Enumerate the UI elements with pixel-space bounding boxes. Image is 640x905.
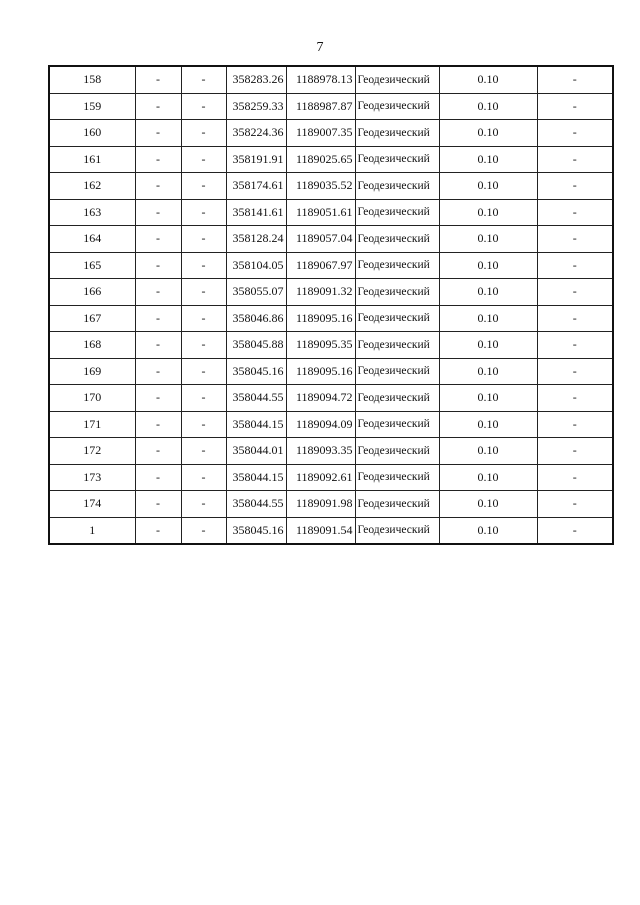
point-number-cell: 169	[49, 358, 135, 385]
table-row	[49, 305, 613, 332]
dash-cell: -	[181, 93, 226, 120]
table-row	[49, 93, 613, 120]
x-coordinate-cell: 358128.24	[226, 226, 286, 253]
point-number-cell: 162	[49, 173, 135, 200]
point-number-cell: 166	[49, 279, 135, 306]
note-cell: -	[537, 332, 613, 359]
method-cell: Геодезический	[355, 252, 439, 279]
point-number-cell: 167	[49, 305, 135, 332]
y-coordinate-cell: 1189095.35	[286, 332, 355, 359]
dash-cell: -	[181, 120, 226, 147]
dash-cell: -	[181, 226, 226, 253]
x-coordinate-cell: 358045.88	[226, 332, 286, 359]
y-coordinate-cell: 1189094.72	[286, 385, 355, 412]
table-row	[49, 464, 613, 491]
note-cell: -	[537, 358, 613, 385]
x-coordinate-cell: 358224.36	[226, 120, 286, 147]
coordinates-table-body	[49, 66, 613, 544]
x-coordinate-cell: 358104.05	[226, 252, 286, 279]
dash-cell: -	[135, 279, 181, 306]
x-coordinate-cell: 358259.33	[226, 93, 286, 120]
dash-cell: -	[135, 146, 181, 173]
table-row	[49, 120, 613, 147]
x-coordinate-cell: 358044.55	[226, 491, 286, 518]
method-cell: Геодезический	[355, 464, 439, 491]
dash-cell: -	[181, 66, 226, 93]
dash-cell: -	[135, 199, 181, 226]
point-number-cell: 160	[49, 120, 135, 147]
y-coordinate-cell: 1189057.04	[286, 226, 355, 253]
accuracy-cell: 0.10	[439, 252, 537, 279]
dash-cell: -	[181, 358, 226, 385]
note-cell: -	[537, 305, 613, 332]
accuracy-cell: 0.10	[439, 93, 537, 120]
x-coordinate-cell: 358044.55	[226, 385, 286, 412]
dash-cell: -	[135, 411, 181, 438]
dash-cell: -	[181, 173, 226, 200]
dash-cell: -	[181, 305, 226, 332]
dash-cell: -	[181, 464, 226, 491]
method-cell: Геодезический	[355, 385, 439, 412]
dash-cell: -	[135, 120, 181, 147]
page-number: 7	[316, 40, 324, 55]
point-number-cell: 164	[49, 226, 135, 253]
dash-cell: -	[135, 93, 181, 120]
y-coordinate-cell: 1189092.61	[286, 464, 355, 491]
dash-cell: -	[181, 146, 226, 173]
dash-cell: -	[135, 66, 181, 93]
x-coordinate-cell: 358283.26	[226, 66, 286, 93]
method-cell: Геодезический	[355, 173, 439, 200]
dash-cell: -	[135, 358, 181, 385]
y-coordinate-cell: 1189095.16	[286, 305, 355, 332]
dash-cell: -	[135, 491, 181, 518]
x-coordinate-cell: 358174.61	[226, 173, 286, 200]
accuracy-cell: 0.10	[439, 279, 537, 306]
y-coordinate-cell: 1189093.35	[286, 438, 355, 465]
accuracy-cell: 0.10	[439, 517, 537, 544]
note-cell: -	[537, 66, 613, 93]
note-cell: -	[537, 385, 613, 412]
method-cell: Геодезический	[355, 66, 439, 93]
accuracy-cell: 0.10	[439, 199, 537, 226]
method-cell: Геодезический	[355, 146, 439, 173]
accuracy-cell: 0.10	[439, 491, 537, 518]
point-number-cell: 170	[49, 385, 135, 412]
note-cell: -	[537, 252, 613, 279]
point-number-cell: 171	[49, 411, 135, 438]
note-cell: -	[537, 199, 613, 226]
point-number-cell: 172	[49, 438, 135, 465]
y-coordinate-cell: 1189067.97	[286, 252, 355, 279]
y-coordinate-cell: 1188987.87	[286, 93, 355, 120]
method-cell: Геодезический	[355, 438, 439, 465]
point-number-cell: 174	[49, 491, 135, 518]
note-cell: -	[537, 438, 613, 465]
x-coordinate-cell: 358044.15	[226, 464, 286, 491]
point-number-cell: 159	[49, 93, 135, 120]
y-coordinate-cell: 1188978.13	[286, 66, 355, 93]
method-cell: Геодезический	[355, 226, 439, 253]
point-number-cell: 161	[49, 146, 135, 173]
x-coordinate-cell: 358055.07	[226, 279, 286, 306]
method-cell: Геодезический	[355, 120, 439, 147]
dash-cell: -	[181, 332, 226, 359]
point-number-cell: 163	[49, 199, 135, 226]
method-cell: Геодезический	[355, 332, 439, 359]
dash-cell: -	[135, 385, 181, 412]
dash-cell: -	[181, 385, 226, 412]
y-coordinate-cell: 1189091.32	[286, 279, 355, 306]
table-row	[49, 226, 613, 253]
accuracy-cell: 0.10	[439, 226, 537, 253]
accuracy-cell: 0.10	[439, 385, 537, 412]
accuracy-cell: 0.10	[439, 146, 537, 173]
point-number-cell: 173	[49, 464, 135, 491]
y-coordinate-cell: 1189094.09	[286, 411, 355, 438]
y-coordinate-cell: 1189025.65	[286, 146, 355, 173]
table-row	[49, 146, 613, 173]
dash-cell: -	[181, 252, 226, 279]
method-cell: Геодезический	[355, 199, 439, 226]
x-coordinate-cell: 358191.91	[226, 146, 286, 173]
method-cell: Геодезический	[355, 491, 439, 518]
dash-cell: -	[181, 199, 226, 226]
method-cell: Геодезический	[355, 411, 439, 438]
dash-cell: -	[135, 226, 181, 253]
method-cell: Геодезический	[355, 93, 439, 120]
y-coordinate-cell: 1189095.16	[286, 358, 355, 385]
table-row	[49, 332, 613, 359]
method-cell: Геодезический	[355, 305, 439, 332]
note-cell: -	[537, 464, 613, 491]
x-coordinate-cell: 358044.01	[226, 438, 286, 465]
x-coordinate-cell: 358046.86	[226, 305, 286, 332]
method-cell: Геодезический	[355, 517, 439, 544]
dash-cell: -	[135, 438, 181, 465]
accuracy-cell: 0.10	[439, 66, 537, 93]
accuracy-cell: 0.10	[439, 173, 537, 200]
table-row	[49, 279, 613, 306]
x-coordinate-cell: 358045.16	[226, 358, 286, 385]
dash-cell: -	[181, 491, 226, 518]
note-cell: -	[537, 491, 613, 518]
dash-cell: -	[181, 279, 226, 306]
point-number-cell: 158	[49, 66, 135, 93]
table-row	[49, 199, 613, 226]
dash-cell: -	[135, 305, 181, 332]
dash-cell: -	[135, 252, 181, 279]
point-number-cell: 1	[49, 517, 135, 544]
y-coordinate-cell: 1189007.35	[286, 120, 355, 147]
note-cell: -	[537, 517, 613, 544]
note-cell: -	[537, 411, 613, 438]
accuracy-cell: 0.10	[439, 305, 537, 332]
dash-cell: -	[181, 411, 226, 438]
accuracy-cell: 0.10	[439, 120, 537, 147]
table-row	[49, 385, 613, 412]
dash-cell: -	[135, 332, 181, 359]
accuracy-cell: 0.10	[439, 332, 537, 359]
coordinates-table	[48, 65, 614, 545]
method-cell: Геодезический	[355, 358, 439, 385]
y-coordinate-cell: 1189091.54	[286, 517, 355, 544]
x-coordinate-cell: 358044.15	[226, 411, 286, 438]
table-row	[49, 411, 613, 438]
dash-cell: -	[181, 438, 226, 465]
table-row	[49, 252, 613, 279]
table-row	[49, 173, 613, 200]
note-cell: -	[537, 146, 613, 173]
table-row	[49, 517, 613, 544]
table-row	[49, 491, 613, 518]
accuracy-cell: 0.10	[439, 358, 537, 385]
x-coordinate-cell: 358045.16	[226, 517, 286, 544]
dash-cell: -	[135, 517, 181, 544]
table-row	[49, 358, 613, 385]
x-coordinate-cell: 358141.61	[226, 199, 286, 226]
table-row	[49, 438, 613, 465]
note-cell: -	[537, 173, 613, 200]
dash-cell: -	[135, 464, 181, 491]
accuracy-cell: 0.10	[439, 411, 537, 438]
note-cell: -	[537, 120, 613, 147]
point-number-cell: 165	[49, 252, 135, 279]
method-cell: Геодезический	[355, 279, 439, 306]
y-coordinate-cell: 1189051.61	[286, 199, 355, 226]
y-coordinate-cell: 1189035.52	[286, 173, 355, 200]
accuracy-cell: 0.10	[439, 438, 537, 465]
note-cell: -	[537, 226, 613, 253]
dash-cell: -	[181, 517, 226, 544]
accuracy-cell: 0.10	[439, 464, 537, 491]
table-row	[49, 66, 613, 93]
note-cell: -	[537, 279, 613, 306]
y-coordinate-cell: 1189091.98	[286, 491, 355, 518]
point-number-cell: 168	[49, 332, 135, 359]
note-cell: -	[537, 93, 613, 120]
dash-cell: -	[135, 173, 181, 200]
